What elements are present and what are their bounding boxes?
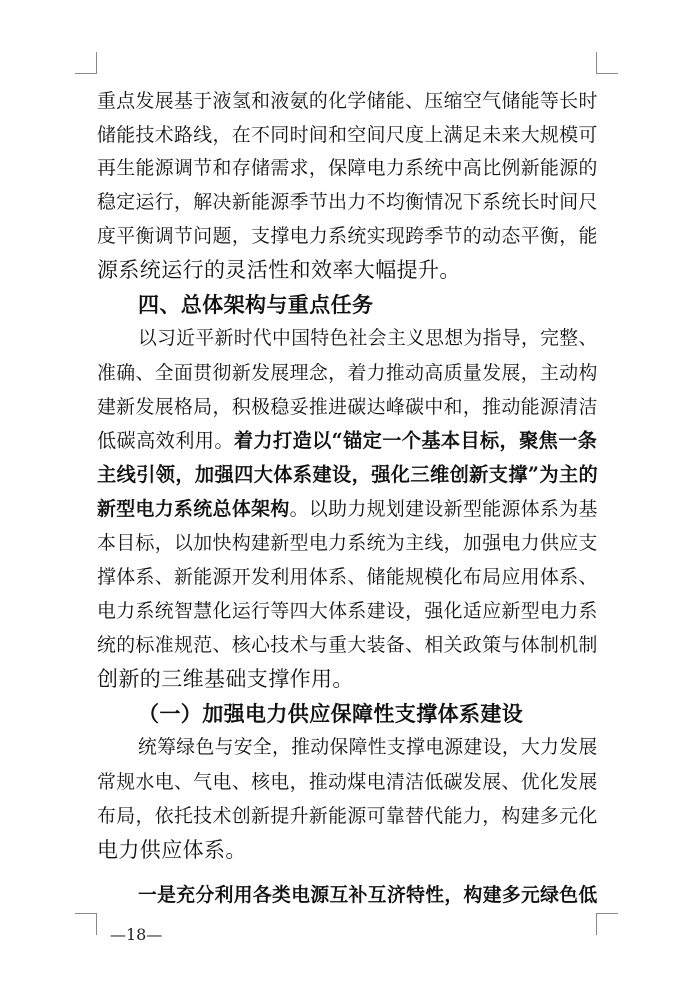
section-4-heading: 四、总体架构与重点任务: [138, 293, 374, 317]
paragraph-2-line-6-normal: 。以助力规划建设新型能源体系为基: [289, 498, 598, 520]
paragraph-2-line-4: [97, 426, 597, 456]
paragraph-3-line-3: 布局，依托技术创新提升新能源可靠替代能力，构建多元化: [97, 805, 598, 827]
paragraph-2-line-10: 统的标准规范、核心技术与重大装备、相关政策与体制机制: [97, 634, 598, 656]
paragraph-1-line-2: 储能技术路线，在不同时间和空间尺度上满足未来大规模可: [97, 124, 598, 146]
subsection-1-heading: （一）加强电力供应保障性支撑体系建设: [138, 701, 524, 726]
paragraph-2-line-11: 创新的三维基础支撑作用。: [97, 667, 354, 691]
paragraph-2-line-7: 本目标，以加快构建新型电力系统为主线，加强电力供应支: [97, 532, 598, 554]
paragraph-3-line-2: 常规水电、气电、核电，推动煤电清洁低碳发展、优化发展: [97, 771, 598, 793]
paragraph-1-line-5: 度平衡调节问题，支撑电力系统实现跨季节的动态平衡，能: [97, 225, 598, 247]
paragraph-4-line-1: 一是充分利用各类电源互补互济特性，构建多元绿色低: [138, 884, 598, 906]
paragraph-3-line-4: 电力供应体系。: [97, 838, 247, 862]
paragraph-1-line-3: 再生能源调节和存储需求，保障电力系统中高比例新能源的: [97, 157, 598, 179]
paragraph-2-line-6-bold: 新型电力系统总体架构: [97, 498, 290, 520]
paragraph-2-line-4-normal: 低碳高效利用。: [97, 429, 234, 452]
paragraph-2-line-9: 电力系统智慧化运行等四大体系建设，强化适应新型电力系: [97, 600, 598, 622]
paragraph-2-line-4-bold: 着力打造以“锚定一个基本目标，聚焦一条: [233, 429, 598, 452]
paragraph-2-line-2: 准确、全面贯彻新发展理念，着力推动高质量发展，主动构: [97, 362, 598, 384]
paragraph-3-line-1: 统筹绿色与安全，推动保障性支撑电源建设，大力发展: [138, 737, 598, 758]
paragraph-2-line-5: 主线引领，加强四大体系建设，强化三维创新支撑”为主的: [97, 463, 599, 486]
paragraph-2-line-3: 建新发展格局，积极稳妥推进碳达峰碳中和，推动能源清洁: [97, 396, 598, 418]
paragraph-1-line-6: 源系统运行的灵活性和效率大幅提升。: [97, 258, 461, 282]
paragraph-2-line-6: [97, 494, 598, 524]
page-number: —18—: [110, 925, 163, 944]
paragraph-2-line-8: 撑体系、新能源开发利用体系、储能规模化布局应用体系、: [97, 566, 598, 588]
paragraph-1-line-4: 稳定运行，解决新能源季节出力不均衡情况下系统长时间尺: [97, 191, 598, 213]
paragraph-2-line-1: 以习近平新时代中国特色社会主义思想为指导，完整、: [138, 328, 598, 349]
paragraph-1-line-1: 重点发展基于液氢和液氨的化学储能、压缩空气储能等长时: [97, 90, 598, 112]
